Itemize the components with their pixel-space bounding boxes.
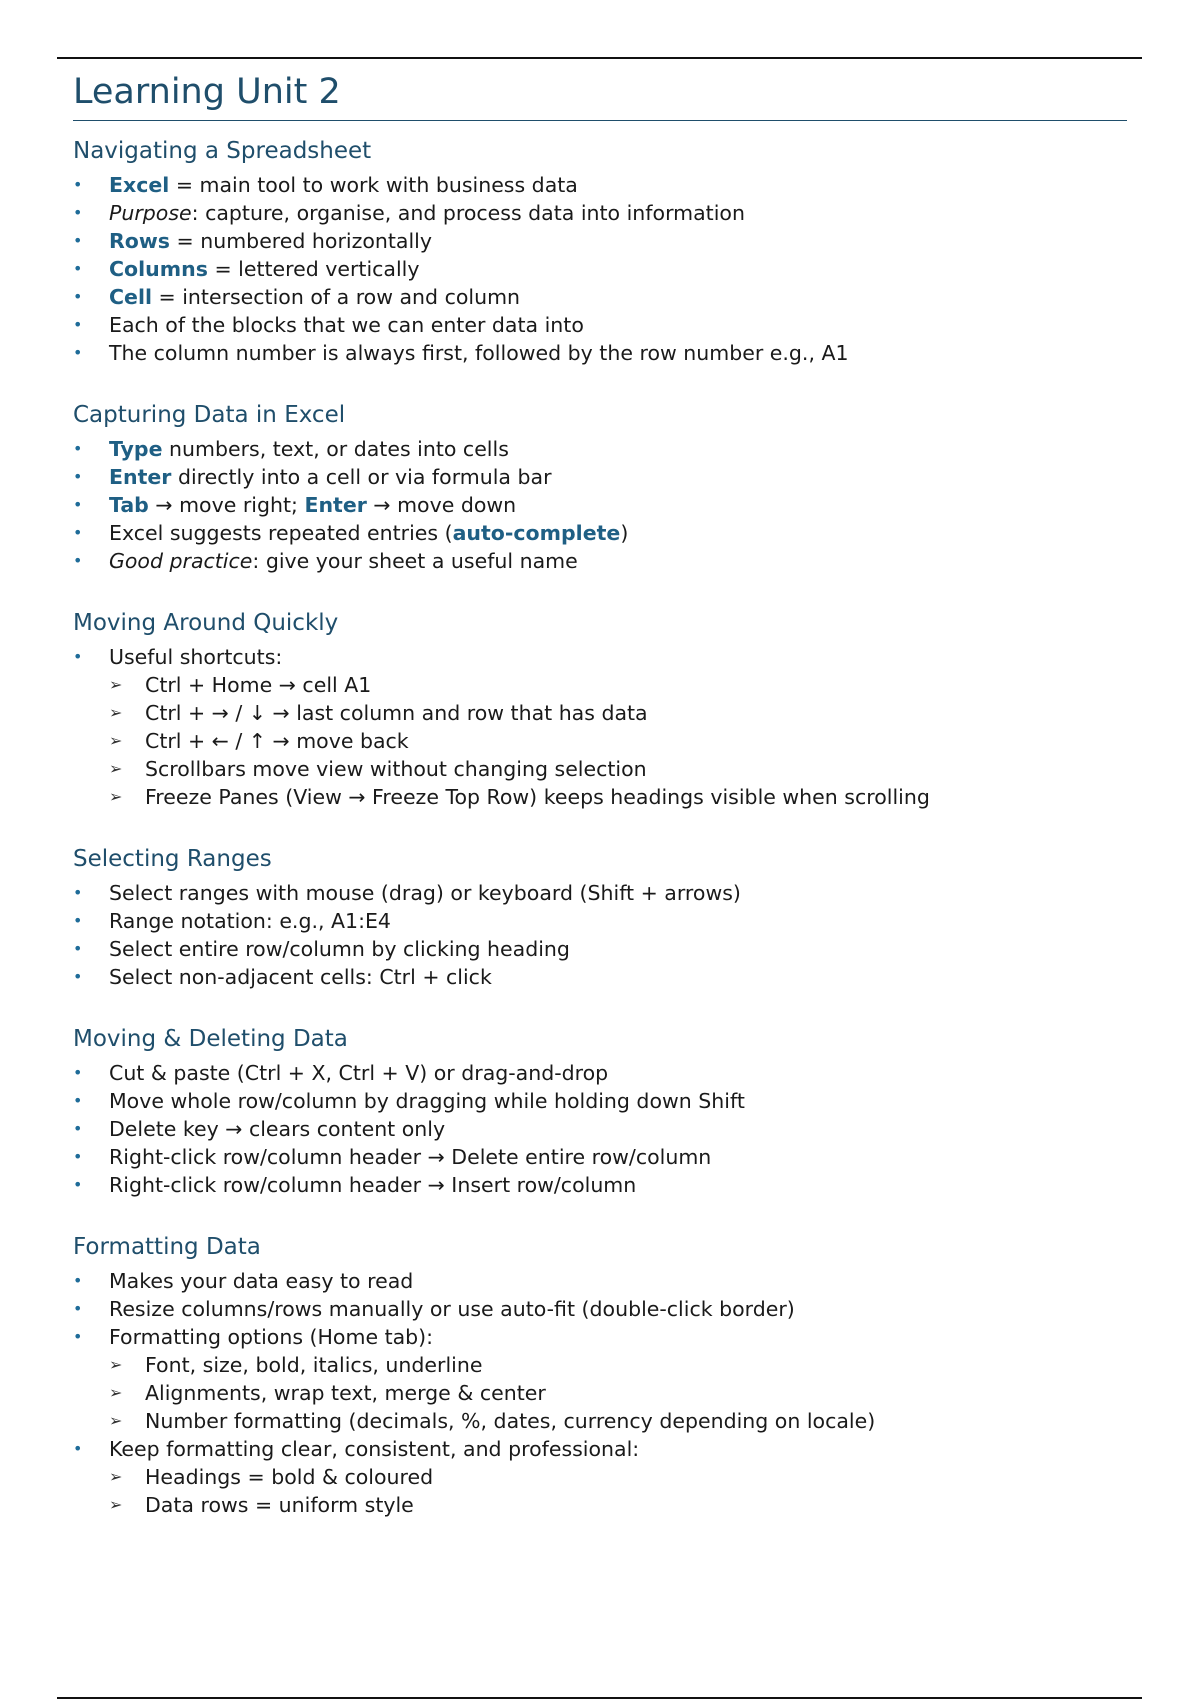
bullet-icon: • [73, 1327, 83, 1346]
sub-item-text: Data rows = uniform style [145, 1493, 414, 1517]
keyword: Columns [109, 257, 208, 281]
bullet-item [73, 1115, 1128, 1143]
item-text: = numbered horizontally [170, 229, 433, 253]
bullet-icon: • [73, 1175, 83, 1194]
item-text: : give your sheet a useful name [252, 549, 578, 573]
bullet-item [73, 255, 1128, 283]
bullet-icon: • [73, 1271, 83, 1290]
bullet-item [73, 1267, 1128, 1295]
bullet-item [73, 963, 1128, 991]
keyword: Tab [109, 493, 149, 517]
bullet-icon: • [73, 343, 83, 362]
bullet-item [73, 643, 1128, 671]
section-3 [73, 603, 1128, 811]
bullet-icon: • [73, 967, 83, 986]
bullet-icon: • [73, 259, 83, 278]
arrow-bullet-icon: ➢ [109, 703, 123, 722]
item-text: Select non-adjacent cells: Ctrl + click [109, 965, 492, 989]
sub-item [73, 699, 1128, 727]
arrow-bullet-icon: ➢ [109, 1411, 123, 1430]
sub-item [73, 1407, 1128, 1435]
arrow-bullet-icon: ➢ [109, 1383, 123, 1402]
item-text: Delete key → clears content only [109, 1117, 446, 1141]
arrow-bullet-icon: ➢ [109, 787, 123, 806]
bullet-item [73, 311, 1128, 339]
sections-container [73, 131, 1128, 1519]
item-text: = intersection of a row and column [152, 285, 521, 309]
bullet-item [73, 879, 1128, 907]
item-text: → move right; [148, 493, 305, 517]
item-text: = lettered vertically [207, 257, 420, 281]
sub-item [73, 671, 1128, 699]
keyword: Type [109, 437, 163, 461]
bullet-item [73, 1171, 1128, 1199]
arrow-bullet-icon: ➢ [109, 675, 123, 694]
item-text: Makes your data easy to read [109, 1269, 414, 1293]
keyword: Excel [109, 173, 170, 197]
item-text: Formatting options (Home tab): [109, 1325, 434, 1349]
arrow-bullet-icon: ➢ [109, 1467, 123, 1486]
sub-item [73, 1463, 1128, 1491]
item-text: → move down [366, 493, 517, 517]
item-text: ) [620, 521, 629, 545]
bullet-item [73, 171, 1128, 199]
keyword: Cell [109, 285, 153, 309]
sub-item [73, 1491, 1128, 1519]
top-rule [57, 57, 1142, 59]
keyword: Enter [109, 465, 172, 489]
bullet-list [73, 643, 1128, 811]
bullet-list [73, 879, 1128, 991]
item-text: directly into a cell or via formula bar [171, 465, 552, 489]
bullet-item [73, 1323, 1128, 1351]
sub-item [73, 727, 1128, 755]
section-4 [73, 839, 1128, 991]
bullet-icon: • [73, 1147, 83, 1166]
item-text: Each of the blocks that we can enter data into [109, 313, 584, 337]
keyword: Rows [109, 229, 171, 253]
bullet-item [73, 463, 1128, 491]
sub-item-text: Alignments, wrap text, merge & center [145, 1381, 546, 1405]
item-text: Resize columns/rows manually or use auto-fit (double-click border) [109, 1297, 795, 1321]
bullet-icon: • [73, 495, 83, 514]
item-text: = main tool to work with business data [169, 173, 578, 197]
item-text: Select ranges with mouse (drag) or keyboard (Shift + arrows) [109, 881, 741, 905]
sub-item [73, 1351, 1128, 1379]
item-text: Keep formatting clear, consistent, and professional: [109, 1437, 640, 1461]
section-1 [73, 131, 1128, 367]
bullet-item [73, 227, 1128, 255]
bullet-item [73, 283, 1128, 311]
bullet-item [73, 1435, 1128, 1463]
sub-item-text: Freeze Panes (View → Freeze Top Row) keeps headings visible when scrolling [145, 785, 930, 809]
bullet-item [73, 935, 1128, 963]
bottom-rule [57, 1697, 1142, 1699]
section-2 [73, 395, 1128, 575]
bullet-item [73, 339, 1128, 367]
arrow-bullet-icon: ➢ [109, 1495, 123, 1514]
italic-term: Good practice [109, 549, 253, 573]
section-heading: Capturing Data in Excel [73, 402, 346, 428]
bullet-item [73, 907, 1128, 935]
bullet-item [73, 1295, 1128, 1323]
item-text: : capture, organise, and process data into information [191, 201, 745, 225]
sub-item-text: Number formatting (decimals, %, dates, currency depending on locale) [145, 1409, 876, 1433]
sub-list [73, 1463, 1128, 1519]
item-text: Select entire row/column by clicking heading [109, 937, 570, 961]
bullet-icon: • [73, 647, 83, 666]
sub-item [73, 1379, 1128, 1407]
bullet-icon: • [73, 523, 83, 542]
item-text: Useful shortcuts: [109, 645, 283, 669]
item-text: Right-click row/column header → Delete entire row/column [109, 1145, 712, 1169]
sub-item-text: Headings = bold & coloured [145, 1465, 434, 1489]
item-text: The column number is always first, followed by the row number e.g., A1 [109, 341, 849, 365]
item-text: Range notation: e.g., A1:E4 [109, 909, 391, 933]
bullet-item [73, 1143, 1128, 1171]
keyword: auto-complete [452, 521, 621, 545]
section-heading: Selecting Ranges [73, 846, 272, 872]
sub-list [73, 671, 1128, 811]
section-heading: Formatting Data [73, 1234, 261, 1260]
item-text: Right-click row/column header → Insert row/column [109, 1173, 637, 1197]
bullet-icon: • [73, 1119, 83, 1138]
page-title: Learning Unit 2 [73, 64, 1127, 121]
bullet-icon: • [73, 1063, 83, 1082]
keyword: Enter [304, 493, 367, 517]
item-text: Excel suggests repeated entries ( [109, 521, 453, 545]
bullet-icon: • [73, 203, 83, 222]
bullet-item [73, 1087, 1128, 1115]
item-text: Cut & paste (Ctrl + X, Ctrl + V) or drag-and-drop [109, 1061, 609, 1085]
arrow-bullet-icon: ➢ [109, 759, 123, 778]
section-5 [73, 1019, 1128, 1199]
bullet-icon: • [73, 1299, 83, 1318]
bullet-icon: • [73, 911, 83, 930]
bullet-icon: • [73, 1439, 83, 1458]
arrow-bullet-icon: ➢ [109, 731, 123, 750]
bullet-item [73, 199, 1128, 227]
bullet-icon: • [73, 467, 83, 486]
sub-item [73, 783, 1128, 811]
bullet-item [73, 491, 1128, 519]
item-text: numbers, text, or dates into cells [162, 437, 509, 461]
bullet-icon: • [73, 883, 83, 902]
sub-item-text: Ctrl + ← / ↑ → move back [145, 729, 409, 753]
sub-item-text: Font, size, bold, italics, underline [145, 1353, 483, 1377]
sub-item-text: Scrollbars move view without changing selection [145, 757, 647, 781]
italic-term: Purpose [109, 201, 192, 225]
sub-item [73, 755, 1128, 783]
section-6 [73, 1227, 1128, 1519]
section-heading: Moving & Deleting Data [73, 1026, 348, 1052]
sub-item-text: Ctrl + Home → cell A1 [145, 673, 372, 697]
bullet-list [73, 1059, 1128, 1199]
section-heading: Navigating a Spreadsheet [73, 138, 372, 164]
bullet-item [73, 519, 1128, 547]
bullet-icon: • [73, 439, 83, 458]
document-page [73, 64, 1128, 1519]
bullet-icon: • [73, 231, 83, 250]
bullet-list [73, 1267, 1128, 1519]
item-text: Move whole row/column by dragging while holding down Shift [109, 1089, 745, 1113]
bullet-icon: • [73, 315, 83, 334]
sub-list [73, 1351, 1128, 1435]
bullet-icon: • [73, 1091, 83, 1110]
section-heading: Moving Around Quickly [73, 610, 339, 636]
bullet-icon: • [73, 287, 83, 306]
bullet-icon: • [73, 175, 83, 194]
bullet-list [73, 171, 1128, 367]
bullet-item [73, 547, 1128, 575]
sub-item-text: Ctrl + → / ↓ → last column and row that has data [145, 701, 648, 725]
bullet-item [73, 1059, 1128, 1087]
bullet-list [73, 435, 1128, 575]
arrow-bullet-icon: ➢ [109, 1355, 123, 1374]
bullet-icon: • [73, 551, 83, 570]
bullet-item [73, 435, 1128, 463]
bullet-icon: • [73, 939, 83, 958]
